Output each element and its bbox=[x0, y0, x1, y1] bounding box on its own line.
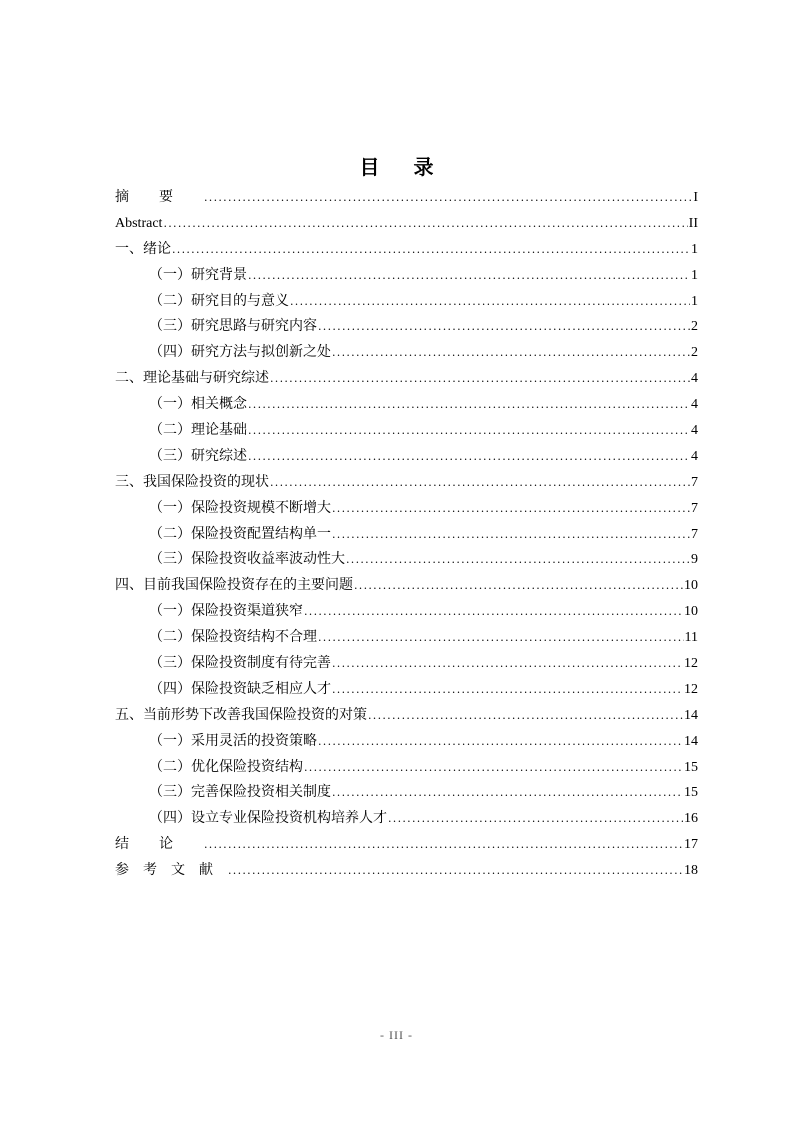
toc-dot-leader bbox=[204, 185, 692, 211]
toc-dot-leader bbox=[172, 237, 690, 263]
toc-entry[interactable] bbox=[115, 237, 698, 263]
page-title-part-2: 录 bbox=[413, 155, 434, 179]
toc-entry-page-number: 14 bbox=[684, 707, 698, 723]
toc-dot-leader bbox=[332, 340, 690, 366]
toc-entry-label: （一）保险投资渠道狭窄 bbox=[149, 603, 303, 620]
toc-entry-label: （一）相关概念 bbox=[149, 396, 247, 413]
toc-entry-page-number: 7 bbox=[691, 474, 698, 490]
toc-entry-page-number: 12 bbox=[684, 681, 698, 697]
toc-dot-leader bbox=[332, 522, 690, 548]
toc-entry-label: （四）保险投资缺乏相应人才 bbox=[149, 680, 331, 697]
toc-entry-page-number: 11 bbox=[684, 630, 698, 646]
page-number-footer: - III - bbox=[380, 1028, 413, 1042]
toc-entry-page-number: 10 bbox=[684, 578, 698, 594]
toc-entry-page-number: 10 bbox=[684, 604, 698, 620]
toc-dot-leader bbox=[290, 289, 690, 315]
page-title-part-1: 目 bbox=[359, 155, 380, 179]
toc-entry-label: 三、我国保险投资的现状 bbox=[115, 473, 269, 490]
toc-entry-page-number: II bbox=[688, 215, 698, 231]
toc-dot-leader bbox=[163, 211, 687, 237]
toc-entry-page-number: I bbox=[693, 190, 698, 205]
toc-entry[interactable] bbox=[115, 703, 698, 729]
toc-entry[interactable] bbox=[115, 625, 698, 651]
toc-entry[interactable] bbox=[115, 599, 698, 625]
toc-dot-leader bbox=[270, 366, 690, 392]
toc-entry-label: 四、目前我国保险投资存在的主要问题 bbox=[115, 577, 353, 594]
toc-dot-leader bbox=[248, 392, 690, 418]
toc-entry-label: （四）研究方法与拟创新之处 bbox=[149, 344, 331, 361]
toc-dot-leader bbox=[318, 625, 684, 651]
toc-entry[interactable] bbox=[115, 651, 698, 677]
toc-entry[interactable] bbox=[115, 366, 698, 392]
toc-entry-label: 结论 bbox=[115, 836, 203, 853]
toc-entry-page-number: 16 bbox=[684, 811, 698, 827]
toc-entry-page-number: 7 bbox=[691, 500, 698, 516]
toc-entry-label: （三）保险投资收益率波动性大 bbox=[149, 551, 345, 568]
toc-dot-leader bbox=[270, 470, 690, 496]
toc-entry-label: （二）保险投资结构不合理 bbox=[149, 629, 317, 646]
toc-entry-label: （二）研究目的与意义 bbox=[149, 292, 289, 309]
toc-entry[interactable] bbox=[115, 780, 698, 806]
toc-dot-leader bbox=[304, 599, 683, 625]
toc-dot-leader bbox=[248, 444, 690, 470]
toc-entry[interactable] bbox=[115, 729, 698, 755]
toc-entry-label: Abstract bbox=[115, 215, 163, 231]
toc-entry[interactable] bbox=[115, 392, 698, 418]
toc-entry-label: （一）保险投资规模不断增大 bbox=[149, 499, 331, 516]
toc-entry-label: 一、绪论 bbox=[115, 240, 171, 257]
toc-entry-page-number: 14 bbox=[684, 733, 698, 749]
toc-entry-page-number: 1 bbox=[691, 241, 698, 257]
toc-entry-page-number: 4 bbox=[691, 423, 698, 439]
toc-entry[interactable] bbox=[115, 755, 698, 781]
toc-entry-page-number: 2 bbox=[691, 345, 698, 361]
toc-entry-page-number: 4 bbox=[691, 448, 698, 464]
toc-entry-label: （四）设立专业保险投资机构培养人才 bbox=[149, 810, 387, 827]
toc-dot-leader bbox=[388, 806, 683, 832]
toc-entry[interactable] bbox=[115, 314, 698, 340]
toc-entry-label: （三）研究综述 bbox=[149, 447, 247, 464]
toc-entry-page-number: 4 bbox=[691, 371, 698, 387]
toc-dot-leader bbox=[332, 677, 683, 703]
toc-dot-leader bbox=[332, 496, 690, 522]
toc-dot-leader bbox=[204, 832, 683, 858]
toc-entry-label: （二）保险投资配置结构单一 bbox=[149, 525, 331, 542]
toc-dot-leader bbox=[346, 547, 690, 573]
toc-entry-page-number: 2 bbox=[691, 319, 698, 335]
toc-entry[interactable] bbox=[115, 289, 698, 315]
toc-dot-leader bbox=[318, 729, 683, 755]
toc-entry-label: （二）优化保险投资结构 bbox=[149, 758, 303, 775]
toc-entry-page-number: 15 bbox=[684, 759, 698, 775]
toc-entry-page-number: 7 bbox=[691, 526, 698, 542]
toc-entry-label: （二）理论基础 bbox=[149, 422, 247, 439]
toc-entry-label: 五、当前形势下改善我国保险投资的对策 bbox=[115, 706, 367, 723]
table-of-contents bbox=[115, 185, 698, 884]
toc-entry-label: （三）保险投资制度有待完善 bbox=[149, 655, 331, 672]
toc-entry[interactable] bbox=[115, 858, 698, 884]
toc-entry[interactable] bbox=[115, 496, 698, 522]
toc-entry[interactable] bbox=[115, 547, 698, 573]
page-title bbox=[0, 155, 793, 179]
toc-dot-leader bbox=[248, 418, 690, 444]
toc-entry-page-number: 1 bbox=[691, 293, 698, 309]
toc-dot-leader bbox=[318, 314, 690, 340]
toc-entry-label: （三）完善保险投资相关制度 bbox=[149, 784, 331, 801]
toc-entry[interactable] bbox=[115, 444, 698, 470]
toc-entry[interactable] bbox=[115, 832, 698, 858]
toc-entry-page-number: 1 bbox=[691, 267, 698, 283]
toc-dot-leader bbox=[332, 651, 683, 677]
toc-entry-page-number: 18 bbox=[684, 863, 698, 879]
toc-entry[interactable] bbox=[115, 185, 698, 211]
toc-entry[interactable] bbox=[115, 677, 698, 703]
toc-entry[interactable] bbox=[115, 470, 698, 496]
toc-dot-leader bbox=[248, 263, 690, 289]
toc-entry-label: （一）研究背景 bbox=[149, 266, 247, 283]
toc-dot-leader bbox=[304, 755, 683, 781]
toc-entry-label: （三）研究思路与研究内容 bbox=[149, 318, 317, 335]
toc-dot-leader bbox=[354, 573, 683, 599]
toc-entry-page-number: 4 bbox=[691, 397, 698, 413]
toc-entry[interactable] bbox=[115, 418, 698, 444]
toc-entry-label: （一）采用灵活的投资策略 bbox=[149, 732, 317, 749]
toc-dot-leader bbox=[332, 780, 683, 806]
toc-dot-leader bbox=[228, 858, 683, 884]
toc-entry[interactable] bbox=[115, 806, 698, 832]
toc-entry-page-number: 15 bbox=[684, 785, 698, 801]
toc-entry[interactable] bbox=[115, 263, 698, 289]
toc-entry[interactable] bbox=[115, 340, 698, 366]
toc-entry-label: 参考文献 bbox=[115, 862, 227, 879]
toc-entry-page-number: 12 bbox=[684, 656, 698, 672]
toc-dot-leader bbox=[368, 703, 683, 729]
toc-entry[interactable] bbox=[115, 522, 698, 548]
toc-entry-page-number: 9 bbox=[691, 552, 698, 568]
toc-entry-label: 摘要 bbox=[115, 189, 203, 205]
toc-entry[interactable] bbox=[115, 573, 698, 599]
toc-entry[interactable] bbox=[115, 211, 698, 237]
toc-entry-label: 二、理论基础与研究综述 bbox=[115, 370, 269, 387]
toc-entry-page-number: 17 bbox=[684, 837, 698, 853]
